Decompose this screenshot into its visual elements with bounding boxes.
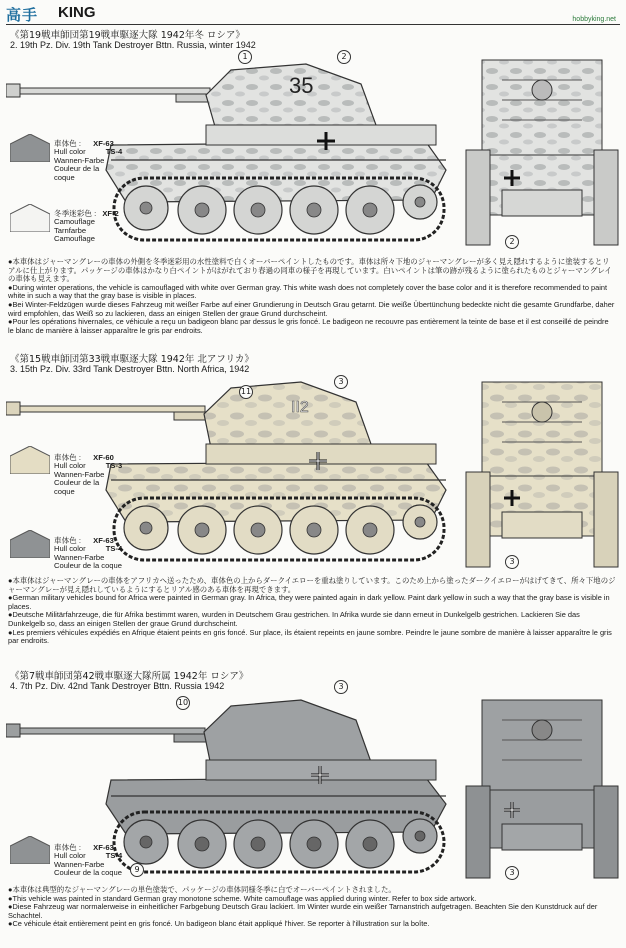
logo: 高手 [6, 6, 39, 24]
s2-paint-2-code: XF-63 [93, 536, 114, 545]
section-2-title-en: 3. 15th Pz. Div. 33rd Tank Destroyer Bttn. North Africa, 1942 [10, 364, 250, 374]
section-3-note-en: ●This vehicle was painted in standard German gray monotone scheme. White camouflage was applied during winter. Refer to box side artwork. [8, 893, 477, 903]
callout-2b: 2 [505, 235, 519, 249]
section-1-paint-swatch-1 [10, 134, 50, 162]
s2-paint-2-line-3: Couleur de la coque [54, 561, 122, 571]
s3-paint-1-line-3: Couleur de la coque [54, 868, 122, 878]
s3-paint-1-line-2: Wannen-Farbe [54, 859, 105, 869]
section-3-paint-1 [54, 844, 122, 878]
paint-1-code: XF-63 [93, 139, 114, 148]
s2-paint-2-line-2: Wannen-Farbe [54, 552, 105, 562]
callout-3: 3 [334, 375, 348, 389]
paint-1-code2: TS-4 [105, 147, 123, 157]
callout-11: 11 [239, 385, 253, 399]
paint-1-line-2: Wannen-Farbe [54, 155, 105, 165]
section-2-paint-1 [54, 454, 122, 496]
paint-2-line-3: Camouflage [54, 234, 95, 244]
section-1-front-view [462, 50, 622, 255]
section-1-paint-swatch-2 [10, 204, 50, 232]
s2-paint-2-jp: 車体色 : [54, 536, 82, 545]
section-2-tank-number: II2 [291, 399, 309, 416]
paint-2-line-2: Tarnfarbe [54, 225, 87, 235]
paint-2-code: XF-2 [102, 209, 119, 218]
callout-3c: 3 [334, 680, 348, 694]
section-2-note-fr: ●Les premiers véhicules expédiés en Afrique étaient peints en gris foncé. Sur place, ils étaient repeints en jaune sombre. Peindre le jaune sombre de manière à laisser apparaître le gris par endroits. [8, 627, 612, 646]
header-rule [6, 24, 620, 25]
section-1-note-de: ●Bei Winter-Feldzügen wurde dieses Fahrzeug mit weißer Farbe auf einer Grundierung in Deutsch Grau getarnt. Die weiße Übertünchung bedeckte nicht die gesamte Grundfarbe, daher wird empfohlen, das Weiß so zu lackieren, dass an einigen Stellen der graue Grund durchscheint. [8, 299, 615, 318]
s3-paint-1-jp: 車体色 : [54, 843, 82, 852]
s2-paint-1-line-1: Hull color [54, 461, 86, 471]
callout-9: 9 [130, 863, 144, 877]
section-1-notes [8, 258, 616, 335]
section-2-paint-swatch-2 [10, 530, 50, 558]
paint-2-line-1: Camouflage [54, 217, 95, 227]
section-3-note-de: ●Diese Fahrzeug war normalerweise in einheitlicher Farbgebung Deutsch Grau lackiert. Im Winter wurde ein weißer Tarnanstrich aufgetragen. Beachten Sie den Kunstdruck auf der Schachtel. [8, 902, 598, 920]
page-header [6, 4, 620, 24]
section-1-title-en: 2. 19th Pz. Div. 19th Tank Destroyer Bttn. Russia, winter 1942 [10, 40, 256, 50]
section-3-note-fr: ●Ce véhicule était entièrement peint en gris foncé. Un badigeon blanc était appliqué l'hiver. Se reporter à l'illustration sur la boîte. [8, 919, 430, 929]
callout-3d: 3 [505, 866, 519, 880]
section-3-front-view [462, 692, 622, 882]
callout-2: 2 [337, 50, 351, 64]
s2-paint-1-jp: 車体色 : [54, 453, 82, 462]
section-3-notes [8, 886, 616, 929]
section-3-title-en: 4. 7th Pz. Div. 42nd Tank Destroyer Bttn. Russia 1942 [10, 681, 225, 691]
section-1-note-en: ●During winter operations, the vehicle is camouflaged with white over German gray. This white wash does not completely cover the base color and it is therefore recommended to paint white in such a way that the gray base is visible in places. [8, 282, 608, 301]
section-1-note-fr: ●Pour les opérations hivernales, ce véhicule a reçu un badigeon blanc par dessus le gris foncé. Le badigeon ne recouvre pas entièrement la teinte de base et il est conseillé de peindre le blanc de manière à laisser apparaître le gris par endroits. [8, 317, 609, 335]
brand-text: KING [58, 4, 96, 21]
s3-paint-1-code: XF-63 [93, 843, 114, 852]
section-2-paint-2 [54, 537, 122, 571]
section-2-note-jp: ●本車体はジャーマングレーの車体をアフリカへ送ったため、車体色の上からダークイエローを重ね塗りしています。このため上から塗ったダークイエローがはげてきて、所々下地のジャーマングレーが見え隠れしているようにするとリアル感のある車体を再現できます。 [8, 576, 616, 594]
section-2-paint-swatch-1 [10, 446, 50, 474]
section-2-title-jp: 《第15戦車師団第33戦車駆逐大隊 1942年 北アフリカ》 [10, 354, 254, 365]
section-1-title-jp: 《第19戦車師団第19戦車駆逐大隊 1942年冬 ロシア》 [10, 30, 245, 41]
paint-1-line-4: coque [54, 172, 75, 182]
callout-10: 10 [176, 696, 190, 710]
s2-paint-2-line-1: Hull color [54, 544, 86, 554]
paint-1-line-3: Couleur de la [54, 164, 100, 174]
s2-paint-2-code2: TS-4 [105, 544, 123, 554]
section-3-paint-swatch-1 [10, 836, 50, 864]
s2-paint-1-code: XF-60 [93, 453, 114, 462]
section-2-front-view [462, 374, 622, 574]
s2-paint-1-line-4: coque [54, 486, 75, 496]
s2-paint-1-code2: TS-3 [105, 461, 123, 471]
s2-paint-1-line-2: Wannen-Farbe [54, 469, 105, 479]
s2-paint-1-line-3: Couleur de la [54, 478, 100, 488]
paint-1-line-1: Hull color [54, 147, 86, 157]
section-3-title-jp: 《第7戦車師団第42戦車駆逐大隊所属 1942年 ロシア》 [10, 671, 249, 682]
paint-1-jp: 車体色 : [54, 139, 82, 148]
section-2-note-de: ●Deutsche Militärfahrzeuge, die für Afrika bestimmt waren, wurden in Deutschem Grau gestrichen. In Afrika wurde sie dann erneut in Dunkelgelb gestrichen. Lackieren Sie das Dunkelgelb so, dass an einigen Stellen der graue Grund durchscheint. [8, 610, 580, 628]
section-1-paint-2 [54, 210, 119, 244]
section-1-tank-number: 35 [289, 73, 314, 98]
s3-paint-1-code2: TS-4 [105, 851, 123, 861]
callout-1: 1 [238, 50, 252, 64]
paint-2-jp: 冬季迷彩色 : [54, 209, 97, 218]
section-3-note-jp: ●本車体は典型的なジャーマングレーの単色塗装で、パッケージの車体同様冬季に白でオーバーペイントされました。 [8, 885, 396, 894]
callout-3b: 3 [505, 555, 519, 569]
section-1-paint-1 [54, 140, 122, 182]
section-2-notes [8, 577, 616, 646]
section-2-note-en: ●German military vehicles bound for Africa were painted in German gray. In Africa, they were painted again in dark yellow. Paint dark yellow in such a way that the gray base is visible in places. [8, 593, 610, 611]
s3-paint-1-line-1: Hull color [54, 851, 86, 861]
watermark: hobbyking.net [572, 16, 616, 23]
section-1-note-jp: ●本車体はジャーマングレーの車体の外側を冬季迷彩用の水性塗料で白くオーバーペイントしたものです。車体は所々下地のジャーマングレーが多く見え隠れするように塗装するとリアルに仕上がります。パッケージの車体はかなり白ペイントがはがれており春過の同車の様子を再現しています。白いペイントは筆の跡が残るように塗られたものとジャーマングレイの車体も見えます。 [8, 257, 612, 284]
